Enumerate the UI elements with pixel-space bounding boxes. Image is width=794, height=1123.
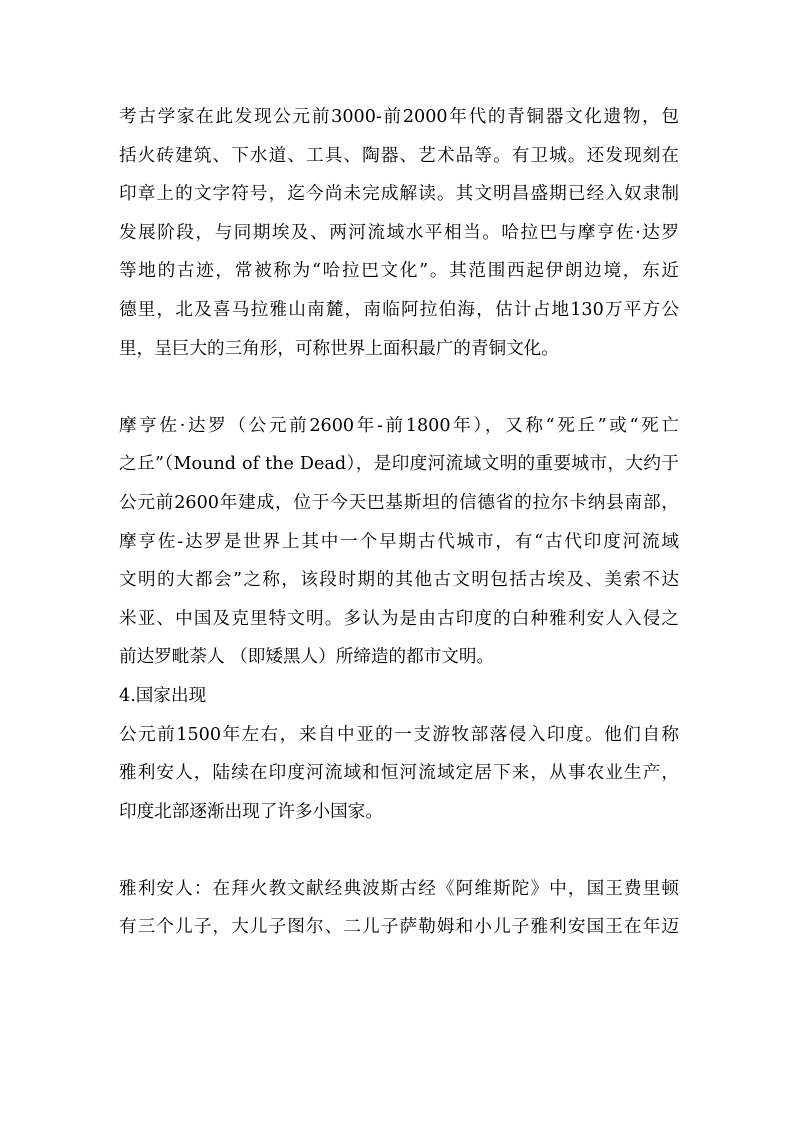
paragraph-aryans (119, 870, 679, 947)
text-line: 摩亨佐-达罗是世界上其中一个早期古代城市，有“古代印度河流域 (119, 531, 679, 552)
paragraph-mohenjo-daro (119, 407, 679, 677)
paragraph-harappa (119, 98, 679, 368)
text-line: 公元前1500年左右，来自中亚的一支游牧部落侵入印度。他们自称 (119, 724, 679, 745)
text-line: 文明的大都会”之称，该段时期的其他古文明包括古埃及、美索不达 (119, 570, 679, 591)
text-line: 考古学家在此发现公元前3000-前2000年代的青铜器文化遗物，包 (119, 107, 679, 127)
text-line: 公元前2600年建成，位于今天巴基斯坦的信德省的拉尔卡纳县南部， (119, 492, 679, 513)
text-line: 括火砖建筑、下水道、工具、陶器、艺术品等。有卫城。还发现刻在 (119, 145, 679, 166)
text-line: 有三个儿子，大儿子图尔、二儿子萨勒姆和小儿子雅利安国王在年迈 (119, 917, 679, 938)
text-line: 发展阶段，与同期埃及、两河流域水平相当。哈拉巴与摩亨佐·达罗 (119, 222, 679, 243)
document-page (119, 98, 679, 947)
text-line: 之丘”（Mound of the Dead），是印度河流域文明的重要城市，大约于 (119, 454, 679, 475)
text-line: 米亚、中国及克里特文明。多认为是由古印度的白种雅利安人入侵之 (119, 608, 679, 629)
text-line: 前达罗毗荼人 （即矮黑人）所缔造的都市文明。 (119, 647, 495, 668)
text-line: 里，呈巨大的三角形，可称世界上面积最广的青铜文化。 (119, 338, 559, 359)
section-heading: 4.国家出现 (119, 685, 207, 706)
text-line: 印度北部逐渐出现了许多小国家。 (119, 801, 383, 822)
text-line: 雅利安人：在拜火教文献经典波斯古经《阿维斯陀》中，国王费里顿 (119, 878, 679, 899)
paragraph-spacer (119, 368, 679, 407)
text-line: 等地的古迹，常被称为“哈拉巴文化”。其范围西起伊朗边境，东近 (119, 261, 679, 282)
text-line: 摩亨佐·达罗（公元前2600年-前1800年），又称“死丘”或“死亡 (119, 415, 679, 436)
text-line: 雅利安人，陆续在印度河流域和恒河流域定居下来，从事农业生产， (119, 763, 679, 784)
text-line: 印章上的文字符号，迄今尚未完成解读。其文明昌盛期已经入奴隶制 (119, 184, 679, 205)
paragraph-state-emergence (119, 716, 679, 832)
text-line: 德里，北及喜马拉雅山南麓，南临阿拉伯海，估计占地130万平方公 (119, 299, 679, 320)
paragraph-spacer (119, 831, 679, 870)
